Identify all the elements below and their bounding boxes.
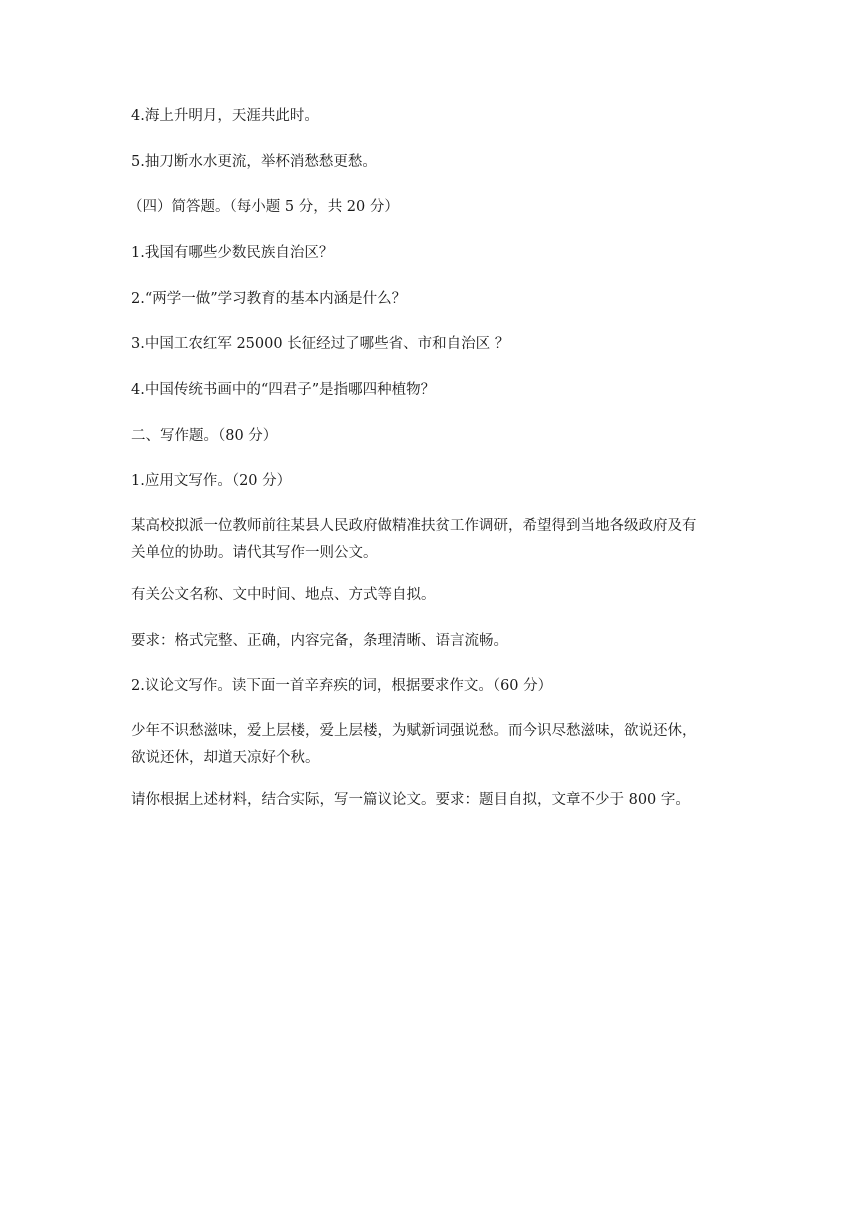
question-4: 4.中国传统书画中的“四君子”是指哪四种植物？: [131, 382, 436, 398]
writing-task-1-heading: 1.应用文写作。（20 分）: [131, 473, 292, 489]
poem-line-a: 少年不识愁滋味，爱上层楼，爱上层楼，为赋新词强说愁。而今识尽愁滋味，欲说还休，: [131, 723, 697, 739]
question-3: 3.中国工农红军 25000 长征经过了哪些省、市和自治区 ？: [131, 336, 510, 352]
writing-task-1-prompt: [131, 513, 751, 567]
question-2: 2.“两学一做”学习教育的基本内涵是什么？: [131, 291, 407, 307]
poem-line-4: 4.海上升明月，天涯共此时。: [131, 108, 319, 124]
writing-task-1-note: 有关公文名称、文中时间、地点、方式等自拟。: [131, 587, 436, 603]
poem-line-5: 5.抽刀断水水更流，举杯消愁愁更愁。: [131, 154, 377, 170]
section-heading-short-answer: （四）简答题。（每小题 5 分，共 20 分）: [128, 199, 399, 215]
poem-material: [131, 718, 751, 772]
essay-instruction: 请你根据上述材料，结合实际，写一篇议论文。要求：题目自拟，文章不少于 800 字。: [131, 792, 690, 808]
section-heading-writing: 二、写作题。（80 分）: [131, 428, 278, 444]
document-page: [128, 0, 751, 1224]
writing-task-1-requirement: 要求：格式完整、正确，内容完备，条理清晰、语言流畅。: [131, 633, 508, 649]
prompt-line-1: 某高校拟派一位教师前往某县人民政府做精准扶贫工作调研，希望得到当地各级政府及有: [131, 518, 697, 534]
writing-task-2-heading: 2.议论文写作。读下面一首辛弃疾的词，根据要求作文。（60 分）: [131, 678, 553, 694]
poem-line-b: 欲说还休，却道天凉好个秋。: [131, 750, 320, 766]
question-1: 1.我国有哪些少数民族自治区？: [131, 245, 334, 261]
prompt-line-2: 关单位的协助。请代其写作一则公文。: [131, 545, 378, 561]
